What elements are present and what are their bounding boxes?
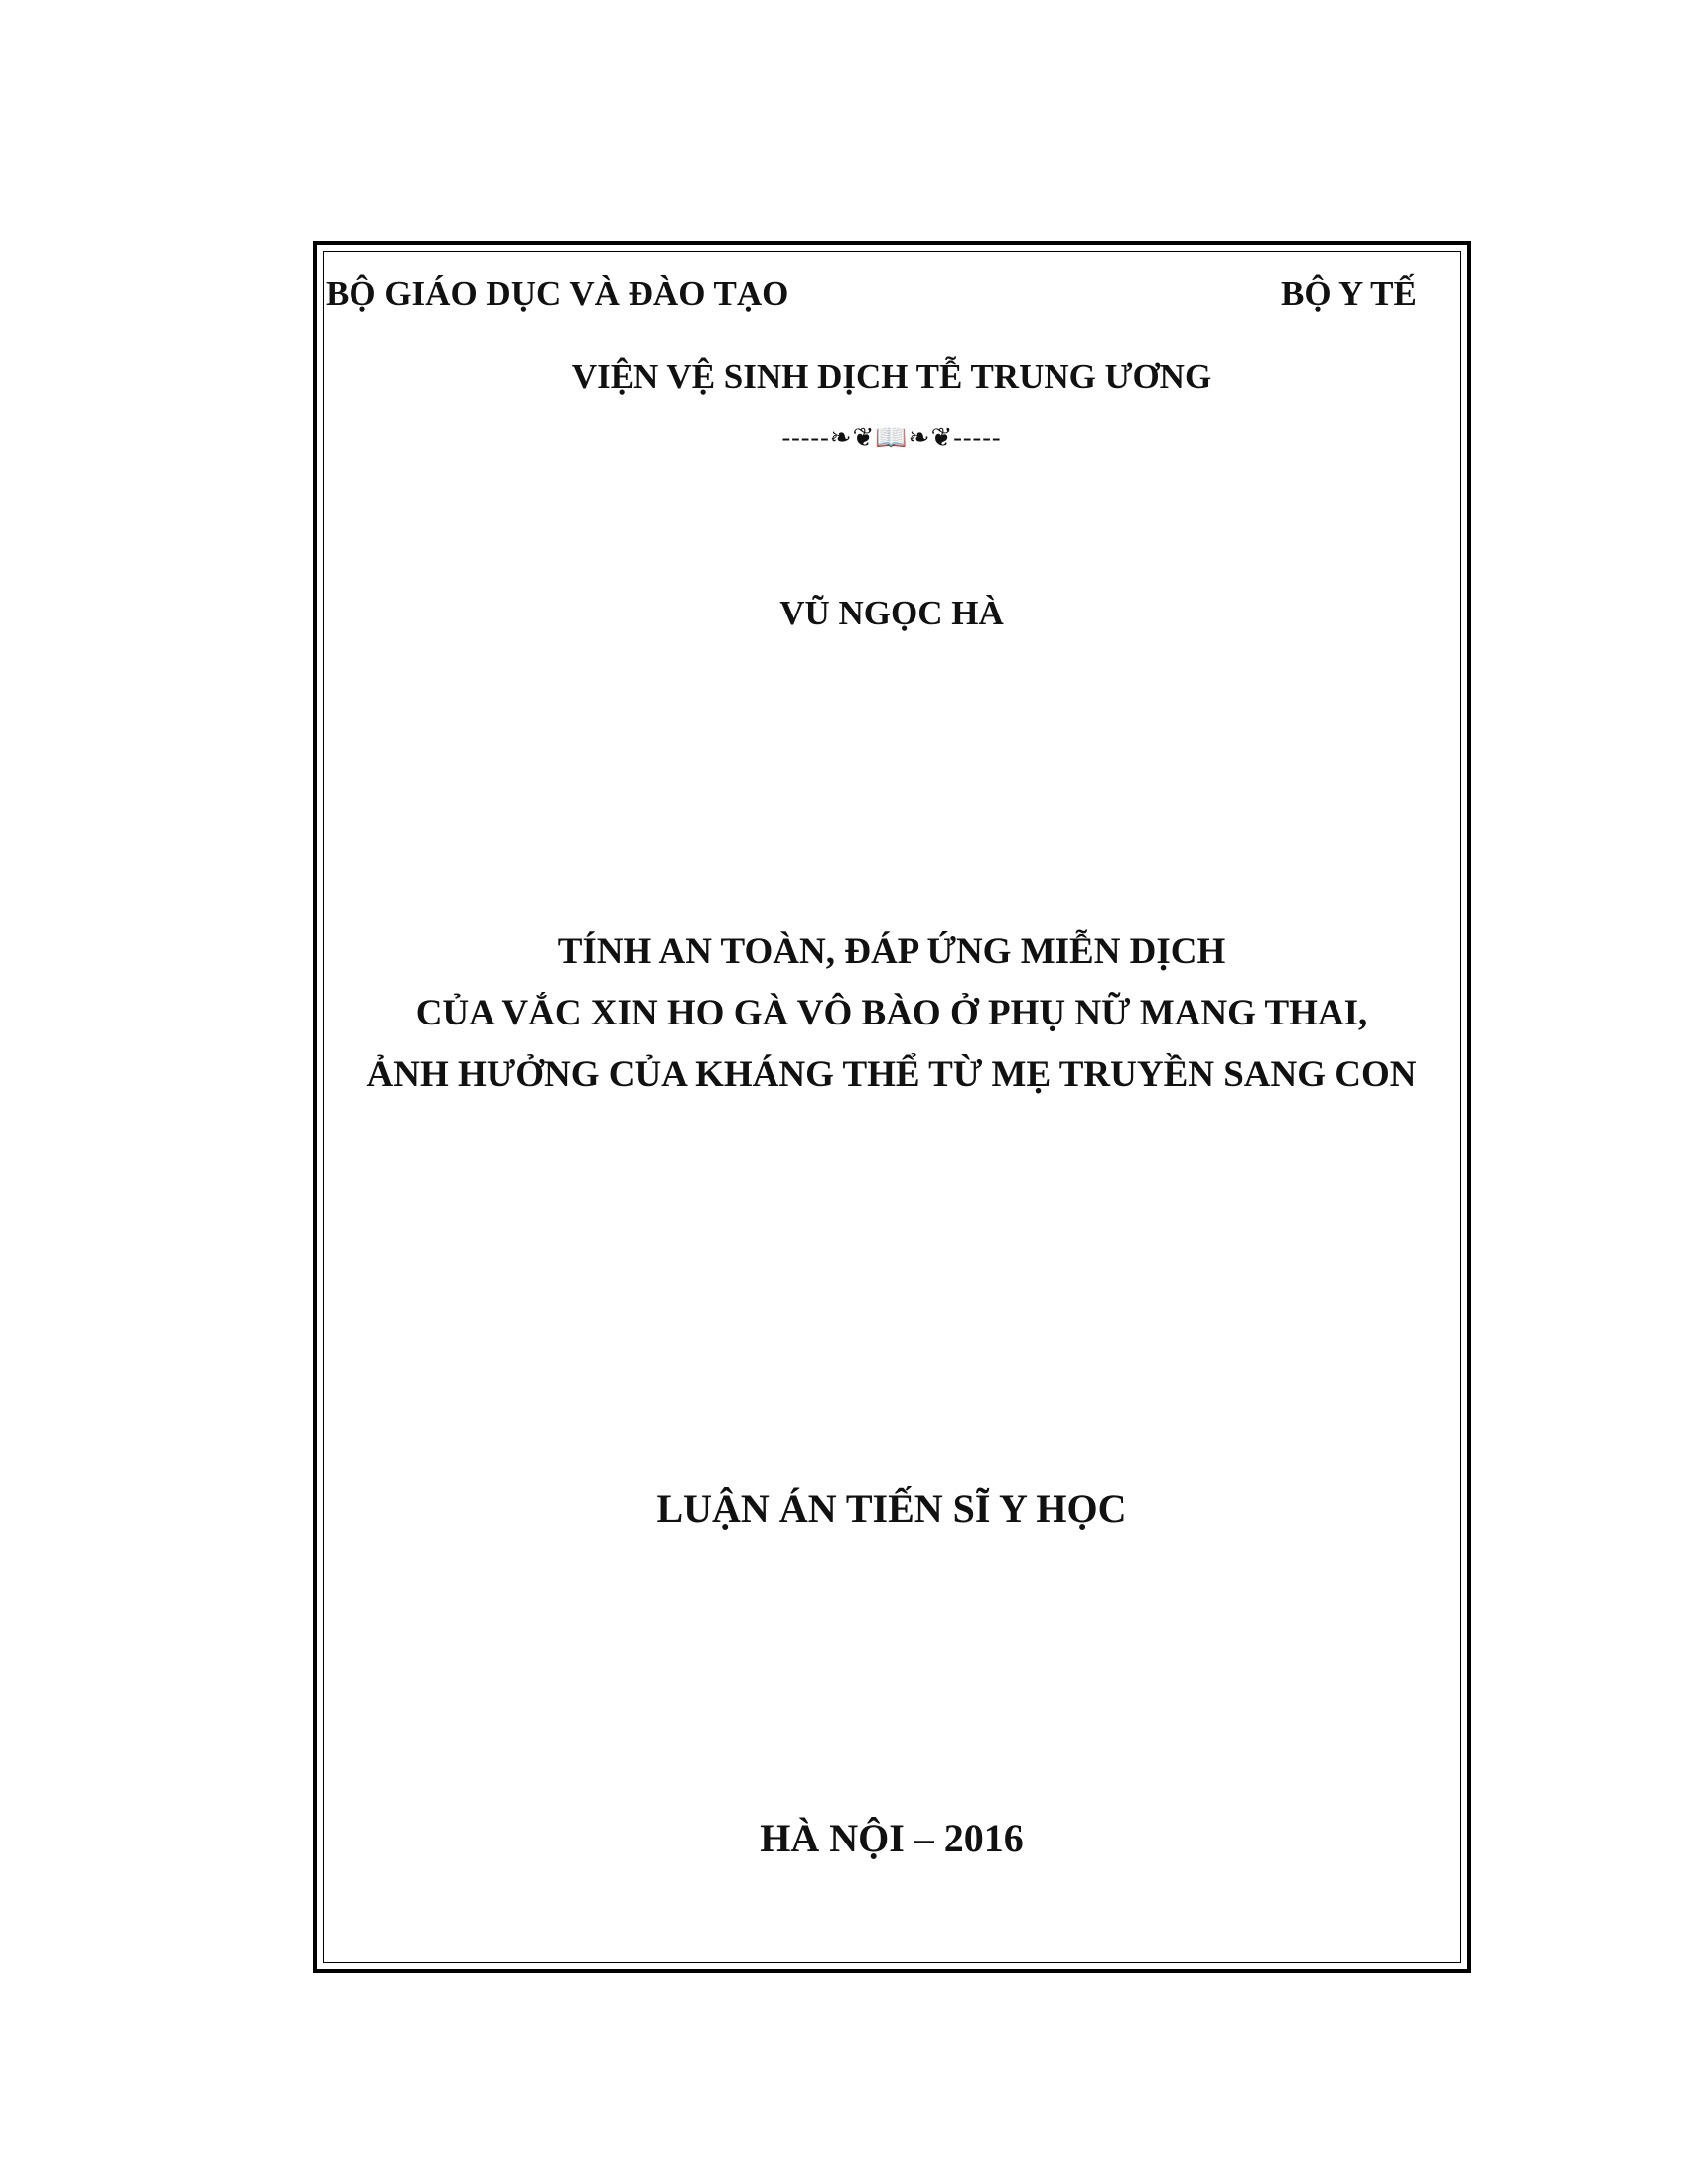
- page-border-inner: [323, 251, 1461, 1963]
- thesis-title-line-1: TÍNH AN TOÀN, ĐÁP ỨNG MIỄN DỊCH: [557, 931, 1226, 972]
- degree-label: LUẬN ÁN TIẾN SĨ Y HỌC: [656, 1486, 1127, 1531]
- place-and-year: HÀ NỘI – 2016: [760, 1816, 1024, 1860]
- institute-name: VIỆN VỆ SINH DỊCH TỄ TRUNG ƯƠNG: [571, 357, 1212, 396]
- ministry-health-heading: BỘ Y TẾ: [1281, 274, 1417, 313]
- decorative-divider: -----❧❦📖❧❦-----: [781, 423, 1002, 452]
- thesis-title-line-3: ẢNH HƯỞNG CỦA KHÁNG THỂ TỪ MẸ TRUYỀN SANG CON: [366, 1054, 1417, 1095]
- thesis-title-line-2: CỦA VẮC XIN HO GÀ VÔ BÀO Ở PHỤ NỮ MANG THAI,: [415, 993, 1368, 1033]
- ministry-education-heading: BỘ GIÁO DỤC VÀ ĐÀO TẠO: [326, 274, 789, 313]
- author-name: VŨ NGỌC HÀ: [779, 594, 1004, 632]
